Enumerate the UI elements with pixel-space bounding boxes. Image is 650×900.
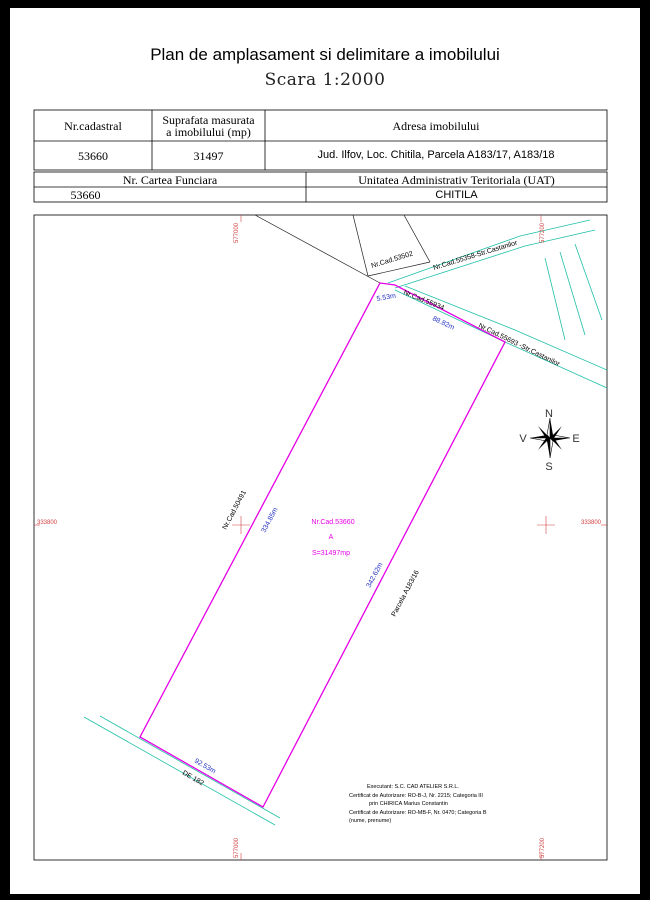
parcel-number: Nr.Cad.53660 <box>311 519 355 526</box>
grid-label-right: 333800 <box>581 520 602 526</box>
grid-label-top-right: 577200 <box>540 222 546 243</box>
label-cad-55693: Nr.Cad.55693 -Str.Castanilor <box>477 322 561 369</box>
compass-icon <box>530 418 570 458</box>
parcel-boundary <box>140 283 505 807</box>
executant-block <box>349 783 487 826</box>
dim-top: 5.53m <box>376 292 397 303</box>
label-cad-55934: Nr.Cad.55934 <box>402 289 445 313</box>
header-nr-cadastral: Nr.cadastral <box>64 118 122 133</box>
value-uat: CHITILA <box>435 188 478 201</box>
label-cad-55358: Nr.Cad.55358-Str.Castanilor <box>432 239 519 272</box>
dim-east: 342.62m <box>365 561 385 589</box>
dim-south: 92.53m <box>193 757 217 776</box>
value-carte-funciara: 53660 <box>70 187 101 202</box>
compass-west: V <box>519 433 527 445</box>
plan-title: Plan de amplasament si delimitare a imobilului <box>150 45 500 64</box>
label-cad-53502: Nr.Cad.53502 <box>370 250 414 270</box>
label-de-182: DE 182 <box>181 769 205 788</box>
header-adresa: Adresa imobilului <box>392 118 480 133</box>
dim-west: 334.85m <box>260 506 280 534</box>
executant-line: Executant: S.C. CAD ATELIER S.R.L. <box>367 784 459 790</box>
compass-east: E <box>572 433 580 445</box>
value-nr-cadastral: 53660 <box>78 148 108 163</box>
compass-south: S <box>545 461 553 473</box>
value-adresa: Jud. Ilfov, Loc. Chitila, Parcela A183/17, A183/18 <box>317 148 555 161</box>
map-frame <box>34 215 607 860</box>
grid-label-left: 333800 <box>37 520 58 526</box>
header-suprafata-line1: Suprafata masurata <box>162 112 255 127</box>
name-caption: (nume, prenume) <box>349 818 392 824</box>
executant-person: prin CHIRICA Marius Constantin <box>369 801 448 807</box>
label-uat: Unitatea Administrativ Teritoriala (UAT) <box>358 172 555 187</box>
grid-crosses <box>34 215 607 860</box>
parcel-letter: A <box>328 534 334 541</box>
grid-label-bottom-right: 577200 <box>540 837 546 858</box>
label-carte-funciara: Nr. Cartea Funciara <box>122 172 218 187</box>
grid-label-bottom-left: 577000 <box>234 837 240 858</box>
compass-north: N <box>545 408 553 420</box>
neighbor-boundaries <box>255 215 430 283</box>
header-suprafata-line2: a imobilului (mp) <box>166 124 251 139</box>
person-certificate: Certificat de Autorizare: RO-MB-F, Nr. 0470; Categoria B <box>349 809 487 816</box>
value-suprafata: 31497 <box>193 148 224 163</box>
label-parcela-a183-16: Parcela A183/16 <box>390 569 421 618</box>
plan-scale: Scara 1:2000 <box>264 70 386 90</box>
dim-northeast: 88.82m <box>431 315 456 332</box>
parcel-area: S=31497mp <box>312 550 350 557</box>
grid-label-top-left: 577000 <box>234 222 240 243</box>
executant-certificate: Certificat de Autorizare: RO-B-J, Nr. 2215; Categoria III <box>349 792 483 799</box>
label-cad-50491: Nr.Cad.50491 <box>221 489 249 531</box>
